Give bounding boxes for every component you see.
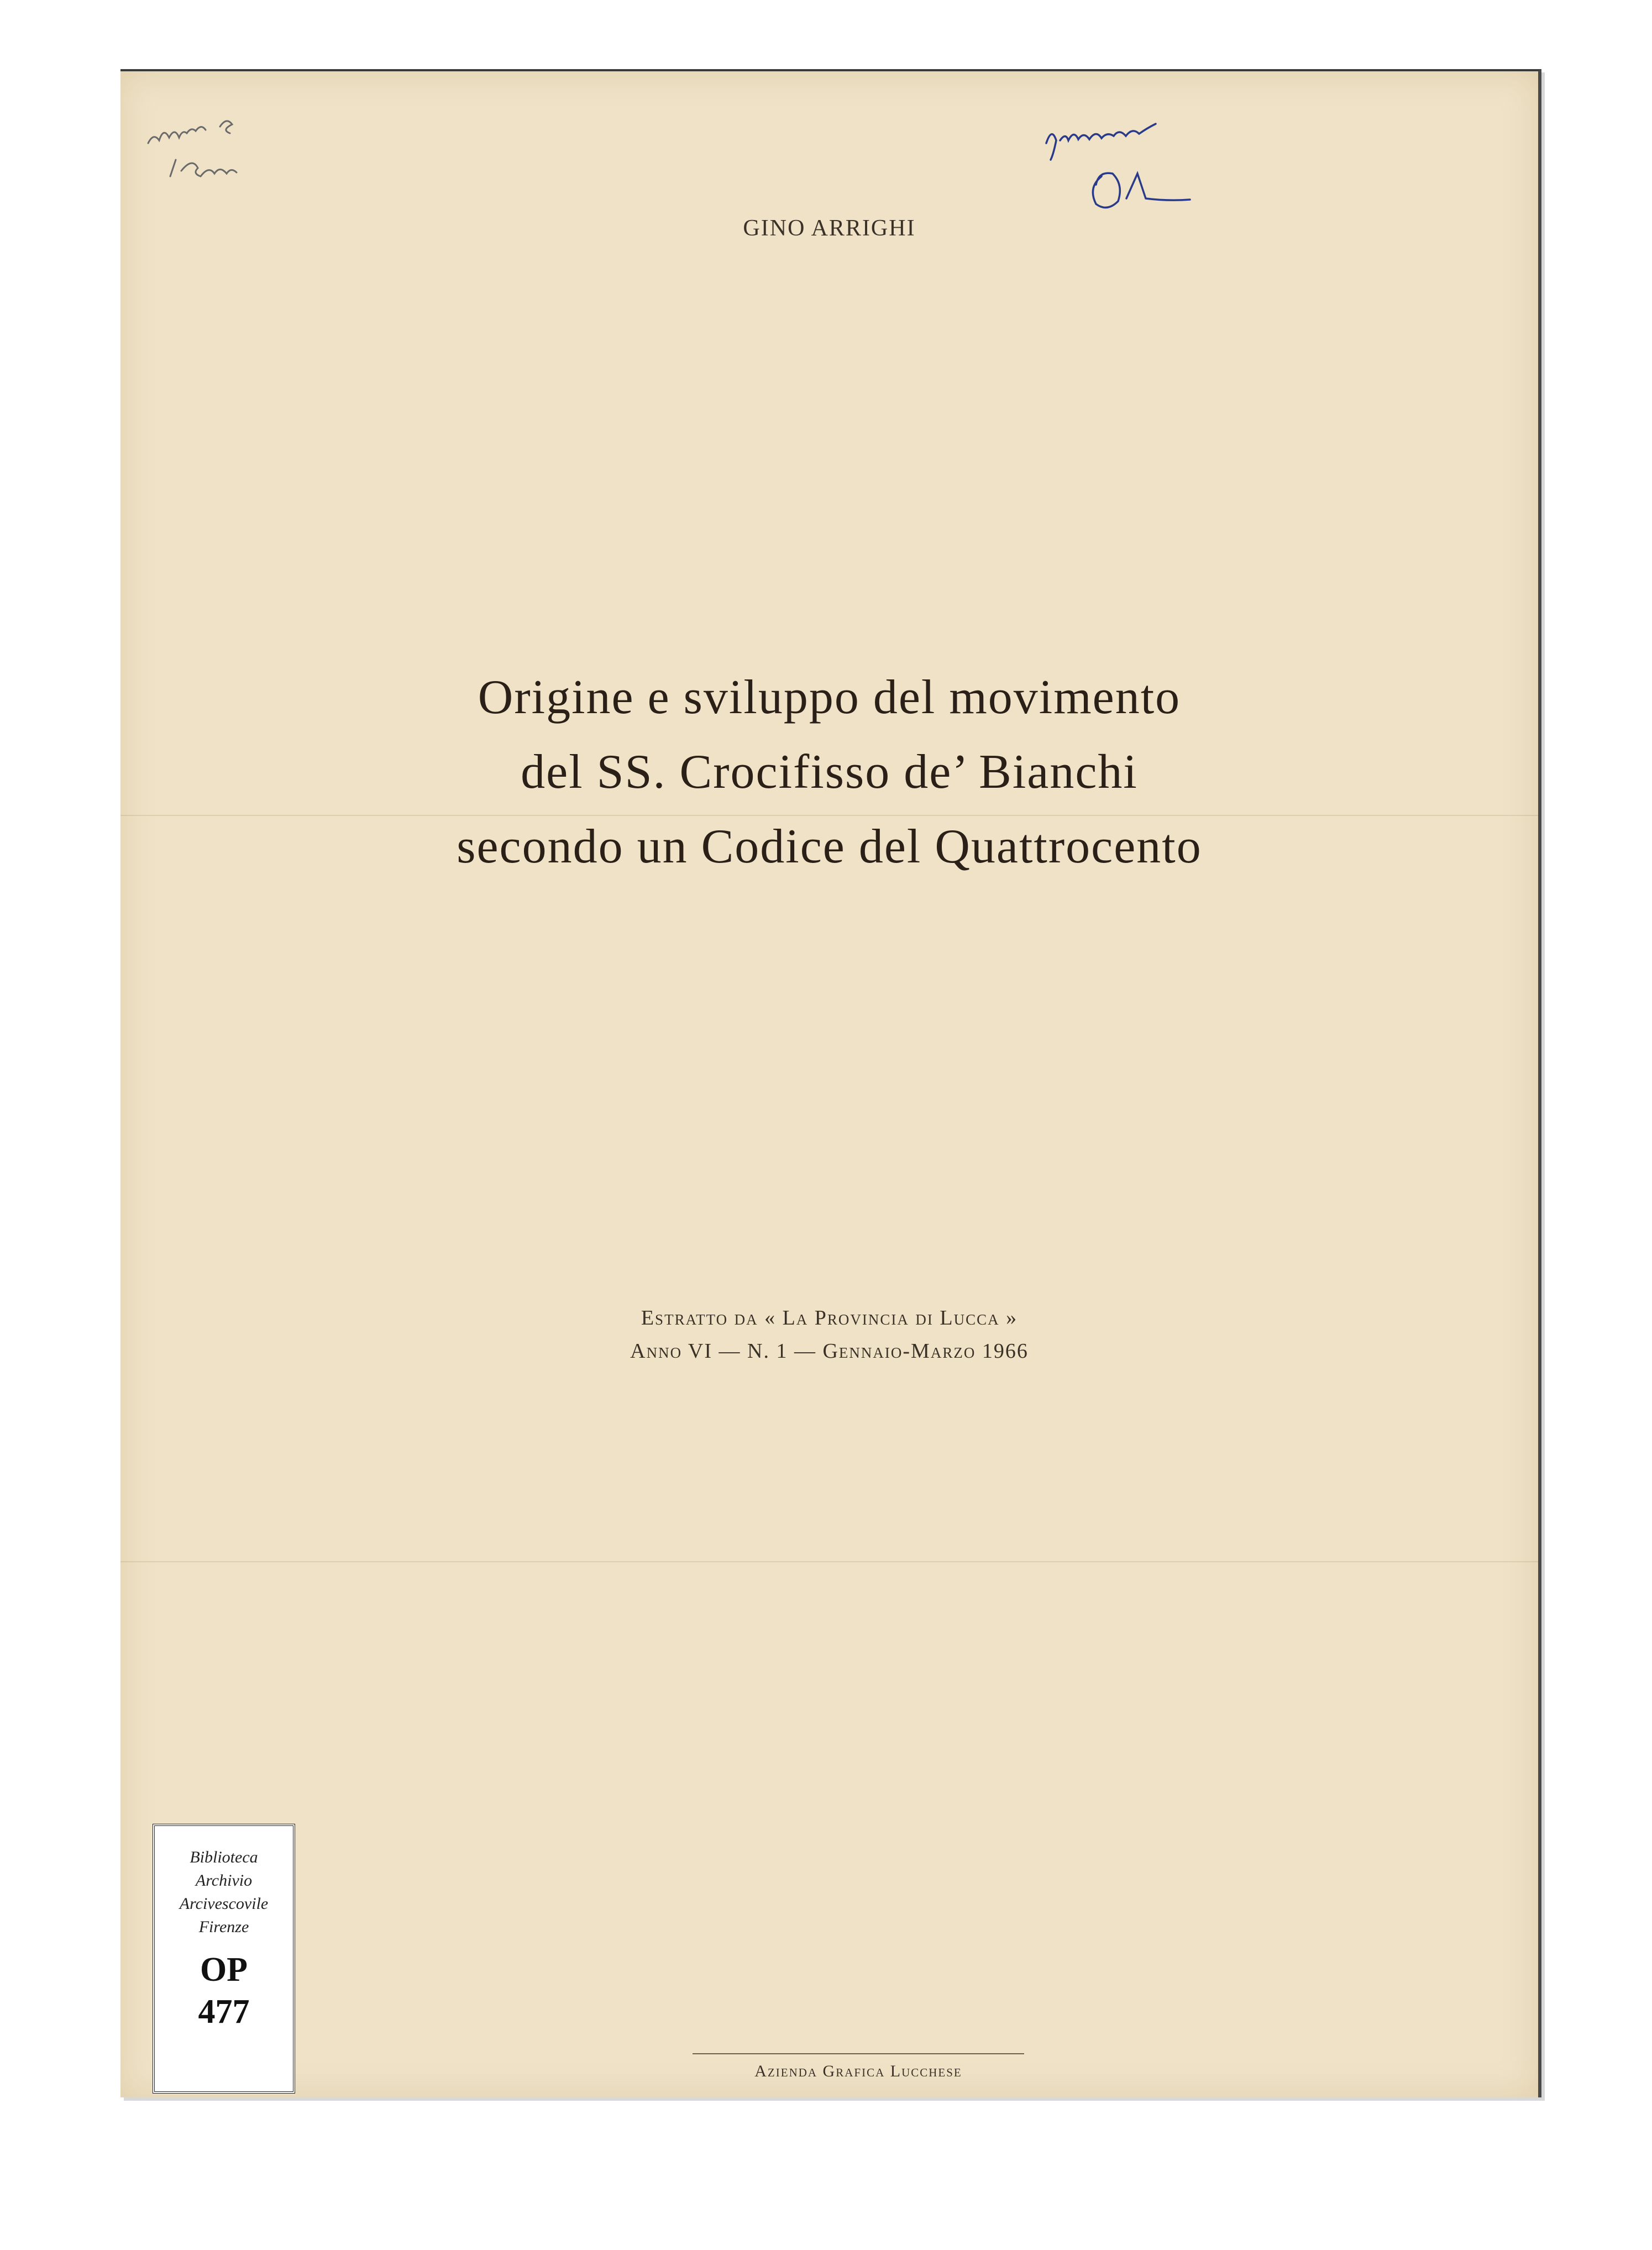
title-line: secondo un Codice del Quattrocento xyxy=(457,820,1202,873)
library-label-line: Archivio xyxy=(195,1871,253,1890)
extract-info xyxy=(120,1301,1538,1368)
library-label-line: Arcivescovile xyxy=(179,1895,269,1913)
shelf-number: 477 xyxy=(198,1993,250,2031)
document-title xyxy=(120,660,1538,884)
library-label-line: Biblioteca xyxy=(190,1848,258,1866)
extract-issue: Anno VI — N. 1 — Gennaio-Marzo 1966 xyxy=(630,1339,1029,1363)
printer-name: Azienda Grafica Lucchese xyxy=(693,2053,1024,2081)
library-label-line: Firenze xyxy=(198,1918,249,1936)
extract-source: Estratto da « La Provincia di Lucca » xyxy=(641,1306,1018,1330)
handwritten-note-left xyxy=(137,82,281,204)
fold-line xyxy=(120,1561,1538,1562)
shelf-code: OP xyxy=(200,1951,248,1989)
title-line: Origine e sviluppo del movimento xyxy=(478,671,1181,724)
library-shelf-label xyxy=(153,1824,295,2094)
handwritten-note-right xyxy=(1035,110,1234,226)
title-line: del SS. Crocifisso de’ Bianchi xyxy=(521,745,1138,799)
author-name: GINO ARRIGHI xyxy=(743,216,916,241)
document-page xyxy=(120,69,1541,2097)
